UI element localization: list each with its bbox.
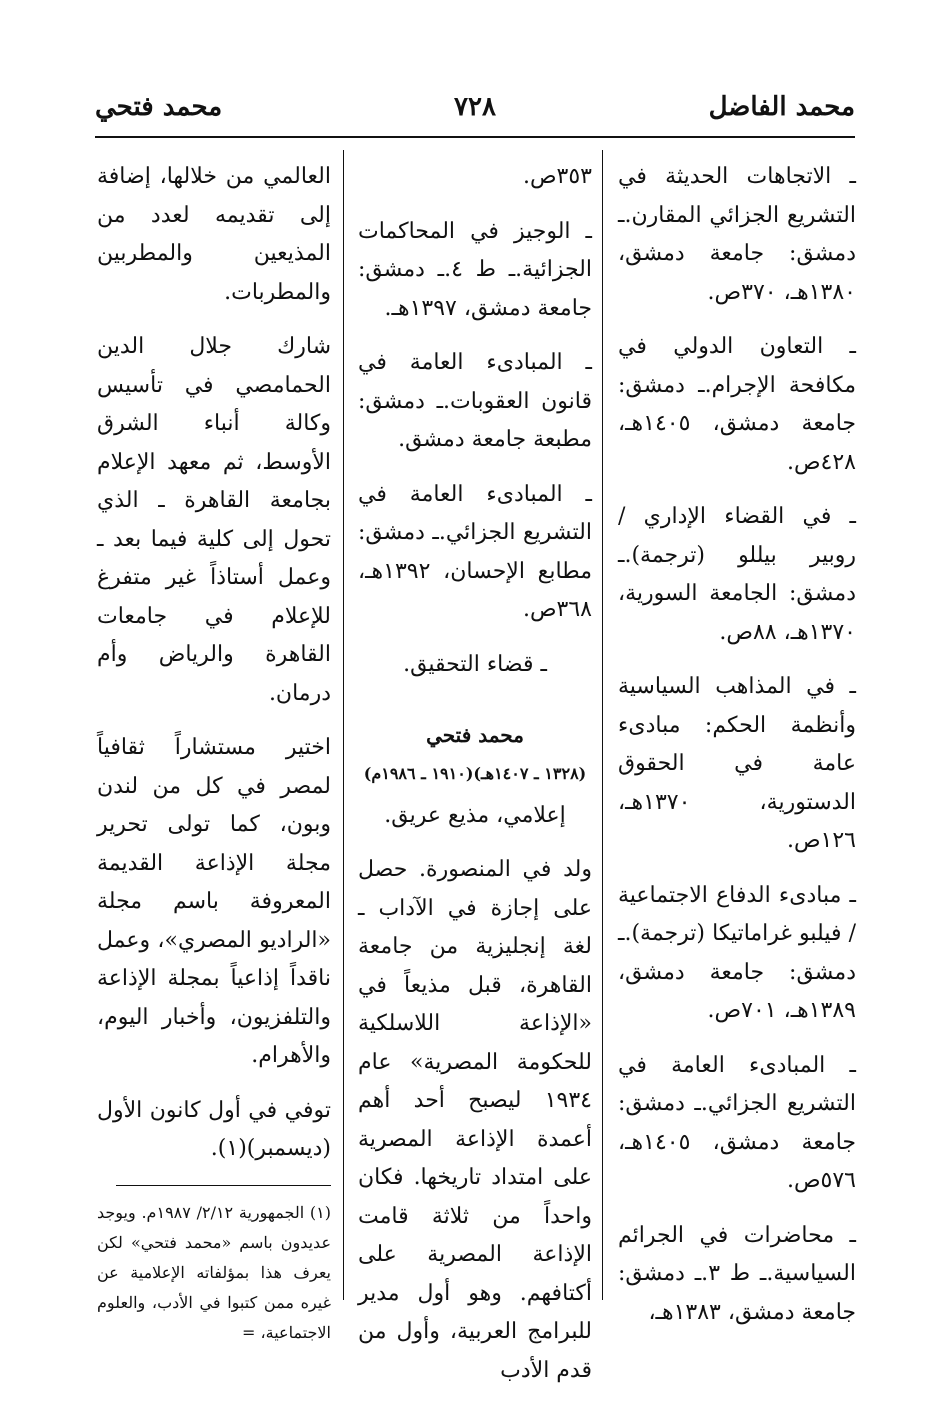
bibliography-entry: ـ التعاون الدولي في مكافحة الإجرام.ـ دمشق: جامعة دمشق، ١٤٠٥هـ، ٤٢٨ص. xyxy=(618,334,856,475)
biography-text: ولد في المنصورة. حصل على إجازة في الآداب ـ لغة إنجليزية من جامعة القاهرة، قبل مذيعاً في «الإذاعة اللاسلكية للحكومة المصرية» عام ١٩٣٤ ليصبح أحد أهم أعمدة الإذاعة المصرية على امتداد تاريخها. فكان واحداً من ثلاثة قامت الإذاعة المصرية على أكتافهم. وهو أول مدير للبرامج العربية، وأول من قدم الأدب xyxy=(358,857,592,1383)
running-head-right: محمد الفاضل xyxy=(708,92,855,122)
column-middle xyxy=(358,158,592,1406)
header-rule xyxy=(95,136,855,138)
biography-title: محمد فتحي xyxy=(426,723,524,747)
bibliography-entry: ـ محاضرات في الجرائم السياسية.ـ ط ٣.ـ دمشق: جامعة دمشق، ١٣٨٣هـ، xyxy=(618,1222,856,1325)
running-head-left: محمد فتحي xyxy=(95,92,223,122)
column-divider xyxy=(602,150,603,1300)
bibliography-entry: ٣٥٣ص. xyxy=(522,164,592,189)
page-header xyxy=(95,92,855,132)
bibliography-entry: ـ قضاء التحقيق. xyxy=(403,651,547,677)
biography-dates: (١٣٢٨ ـ ١٤٠٧هـ)(١٩١٠ ـ ١٩٨٦م) xyxy=(363,763,587,783)
bibliography-entry: ـ في القضاء الإداري / روبير بيللو (ترجمة).ـ دمشق: الجامعة السورية، ١٣٧٠هـ، ٨٨ص. xyxy=(618,504,856,645)
bibliography-entry: ـ الوجيز في المحاكمات الجزائية.ـ ط ٤.ـ دمشق: جامعة دمشق، ١٣٩٧هـ. xyxy=(358,218,592,321)
bibliography-entry: ـ المبادىء العامة في التشريع الجزائي.ـ دمشق: جامعة دمشق، ١٤٠٥هـ، ٥٧٦ص. xyxy=(618,1052,856,1193)
biography-paragraph: العالمي من خلالها، إضافة إلى تقديمه لعدد من المذيعين والمطربين والمطربات. xyxy=(97,164,331,305)
bibliography-entry: ـ المبادىء العامة في التشريع الجزائي.ـ دمشق: مطابع الإحسان، ١٣٩٢هـ، ٣٦٨ص. xyxy=(358,481,592,622)
biography-paragraph: اختير مستشاراً ثقافياً لمصر في كل من لندن وبون، كما تولى تحرير مجلة الإذاعة القديمة المعروفة باسم مجلة «الراديو المصري»، وعمل ناقداً إذاعياً بمجلة الإذاعة والتلفزيون، وأخبار اليوم، والأهرام. xyxy=(97,735,331,1068)
bibliography-entry: ـ مبادىء الدفاع الاجتماعية / فيلبو غراماتيكا (ترجمة).ـ دمشق: جامعة دمشق، ١٣٨٩هـ، ٧٠١ص. xyxy=(618,882,856,1023)
footnote: (١) الجمهورية ٢/١٢/ ١٩٨٧م. ويوجد عديدون باسم «محمد فتحي» لكن يعرف هذا بمؤلفاته الإعلامية عن غيره ممن كتبوا في الأدب، والعلوم الاجتماعية، = xyxy=(97,1202,331,1342)
biography-paragraph: شارك جلال الدين الحمامصي في تأسيس وكالة أنباء الشرق الأوسط، ثم معهد الإعلام بجامعة القاهرة ـ الذي تحول إلى كلية فيما بعد ـ وعمل أستاذاً غير متفرغ للإعلام في جامعات القاهرة والرياض وأم درمان. xyxy=(97,334,331,706)
bibliography-entry: ـ المبادىء العامة في قانون العقوبات.ـ دمشق: مطبعة جامعة دمشق. xyxy=(358,350,592,452)
biography-paragraph: توفي في أول كانون الأول (ديسمبر)(١). xyxy=(97,1097,331,1161)
footnote-rule xyxy=(116,1185,331,1186)
column-divider xyxy=(343,150,344,1300)
column-right xyxy=(618,158,856,1348)
bibliography-entry: ـ الاتجاهات الحديثة في التشريع الجزائي المقارن.ـ دمشق: جامعة دمشق، ١٣٨٠هـ، ٣٧٠ص. xyxy=(618,164,856,305)
column-left xyxy=(97,158,331,1348)
bibliography-entry: ـ في المذاهب السياسية وأنظمة الحكم: مبادىء عامة في الحقوق الدستورية، ١٣٧٠هـ، ١٢٦ص. xyxy=(618,674,856,853)
biography-description: إعلامي، مذيع عريق. xyxy=(384,802,566,828)
page-number: ٧٢٨ xyxy=(454,92,496,122)
